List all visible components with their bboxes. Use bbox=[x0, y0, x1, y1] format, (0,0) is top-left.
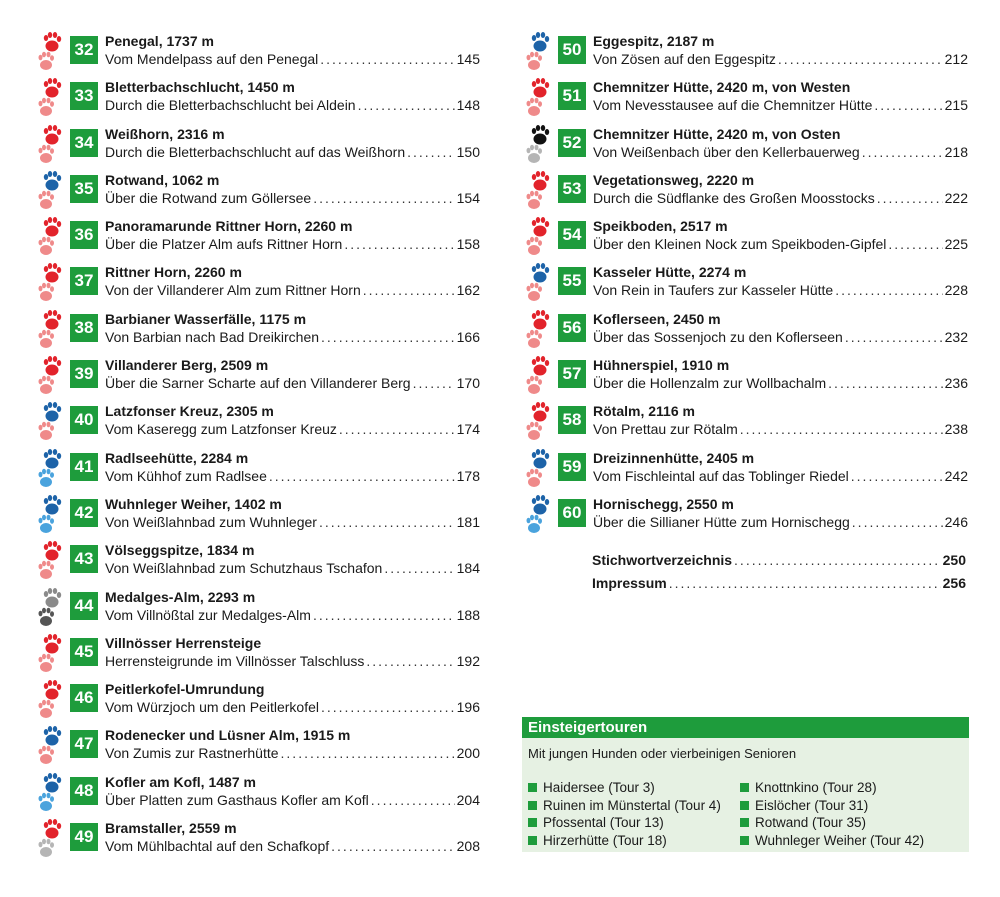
toc-entry[interactable] bbox=[36, 261, 480, 307]
page-number: 184 bbox=[456, 560, 480, 577]
page-number: 200 bbox=[456, 745, 480, 762]
toc-entry[interactable] bbox=[36, 30, 480, 76]
tour-description-line bbox=[105, 236, 480, 253]
tour-number: 47 bbox=[70, 730, 98, 758]
page-number: 236 bbox=[944, 375, 968, 392]
tour-number: 38 bbox=[70, 314, 98, 342]
tour-description: Von Barbian nach Bad Dreikirchen bbox=[105, 328, 320, 345]
toc-entry[interactable] bbox=[524, 76, 968, 122]
tour-description-line bbox=[105, 792, 480, 809]
paw-icon bbox=[524, 495, 552, 535]
paw-icon bbox=[36, 402, 64, 442]
paw-icon bbox=[36, 680, 64, 720]
toc-left-column bbox=[36, 30, 480, 863]
index-page: 250 bbox=[942, 552, 966, 568]
tour-description: Von Rein in Taufers zur Kasseler Hütte bbox=[593, 282, 834, 299]
paw-icon bbox=[36, 125, 64, 165]
tour-title: Peitlerkofel-Umrundung bbox=[105, 681, 265, 698]
tour-number: 49 bbox=[70, 823, 98, 851]
paw-icon bbox=[36, 32, 64, 72]
tour-description: Über die Hollenzalm zur Wollbachalm bbox=[593, 375, 827, 392]
tour-number: 42 bbox=[70, 499, 98, 527]
page-number: 162 bbox=[456, 282, 480, 299]
tour-description-line bbox=[105, 745, 480, 762]
tour-number: 54 bbox=[558, 221, 586, 249]
leader-dots bbox=[321, 329, 455, 346]
paw-icon bbox=[36, 171, 64, 211]
toc-entry[interactable] bbox=[36, 400, 480, 446]
tour-number: 48 bbox=[70, 777, 98, 805]
tour-number: 59 bbox=[558, 453, 586, 481]
tour-number: 56 bbox=[558, 314, 586, 342]
leader-dots bbox=[321, 699, 455, 716]
paw-icon bbox=[524, 402, 552, 442]
tour-description-line bbox=[105, 514, 480, 531]
tour-description-line bbox=[105, 421, 480, 438]
beginner-tour-label: Hirzerhütte (Tour 18) bbox=[543, 832, 667, 848]
beginner-tour-item bbox=[740, 814, 924, 832]
toc-entry[interactable] bbox=[36, 586, 480, 632]
beginner-tours-title: Einsteigertouren bbox=[522, 717, 969, 738]
paw-icon bbox=[36, 356, 64, 396]
tour-description-line bbox=[593, 51, 968, 68]
impressum-page: 256 bbox=[942, 575, 966, 591]
leader-dots bbox=[366, 653, 454, 670]
leader-dots bbox=[319, 514, 455, 531]
tour-number: 50 bbox=[558, 36, 586, 64]
paw-icon bbox=[36, 588, 64, 628]
tour-description: Vom Villnößtal zur Medalges-Alm bbox=[105, 606, 311, 623]
tour-title: Wuhnleger Weiher, 1402 m bbox=[105, 495, 282, 512]
tour-description: Durch die Bletterbachschlucht auf das Weißhorn bbox=[105, 143, 406, 160]
tour-title: Bramstaller, 2559 m bbox=[105, 820, 237, 837]
leader-dots bbox=[371, 792, 455, 809]
beginner-tour-item bbox=[740, 832, 924, 850]
beginner-tour-label: Haidersee (Tour 3) bbox=[543, 780, 655, 795]
tour-number: 53 bbox=[558, 175, 586, 203]
leader-dots bbox=[828, 375, 942, 392]
paw-icon bbox=[36, 217, 64, 257]
tour-title: Weißhorn, 2316 m bbox=[105, 125, 225, 142]
page-number: 192 bbox=[456, 652, 480, 669]
page-number: 242 bbox=[944, 467, 968, 484]
tour-number: 40 bbox=[70, 406, 98, 434]
tour-description-line bbox=[105, 144, 480, 161]
leader-dots bbox=[845, 329, 943, 346]
tour-description-line bbox=[593, 421, 968, 438]
page-number: 208 bbox=[456, 838, 480, 855]
leader-dots bbox=[734, 552, 941, 569]
tour-description: Über die Sarner Scharte auf den Villanderer Berg bbox=[105, 375, 411, 392]
tour-title: Bletterbachschlucht, 1450 m bbox=[105, 79, 295, 96]
tour-number: 46 bbox=[70, 684, 98, 712]
leader-dots bbox=[331, 838, 454, 855]
tour-description: Durch die Südflanke des Großen Moosstocks bbox=[593, 189, 875, 206]
tour-description: Über Platten zum Gasthaus Kofler am Kofl bbox=[105, 791, 369, 808]
tour-description-line bbox=[105, 560, 480, 577]
toc-entry[interactable] bbox=[524, 354, 968, 400]
tour-description-line bbox=[105, 468, 480, 485]
tour-description: Von Prettau zur Rötalm bbox=[593, 421, 738, 438]
beginner-tour-label: Pfossental (Tour 13) bbox=[543, 815, 664, 830]
leader-dots bbox=[851, 468, 943, 485]
leader-dots bbox=[888, 236, 942, 253]
impressum-label: Impressum bbox=[592, 575, 667, 591]
tour-description: Vom Nevesstausee auf die Chemnitzer Hütte bbox=[593, 97, 873, 114]
tour-title: Eggespitz, 2187 m bbox=[593, 33, 715, 49]
page-number: 150 bbox=[456, 143, 480, 160]
tour-title: Latzfonser Kreuz, 2305 m bbox=[105, 403, 274, 420]
leader-dots bbox=[358, 97, 455, 114]
toc-entry[interactable] bbox=[36, 678, 480, 724]
bullet-square-icon bbox=[528, 801, 537, 810]
bullet-square-icon bbox=[528, 836, 537, 845]
paw-icon bbox=[36, 449, 64, 489]
leader-dots bbox=[862, 144, 943, 161]
tour-description-line bbox=[105, 282, 480, 299]
toc-entry[interactable] bbox=[36, 308, 480, 354]
toc-entry[interactable] bbox=[524, 169, 968, 215]
page-number: 188 bbox=[456, 606, 480, 623]
tour-number: 60 bbox=[558, 499, 586, 527]
leader-dots bbox=[384, 560, 454, 577]
leader-dots bbox=[281, 745, 455, 762]
bullet-square-icon bbox=[528, 783, 537, 792]
toc-entry[interactable] bbox=[524, 215, 968, 261]
bullet-square-icon bbox=[740, 783, 749, 792]
tour-number: 41 bbox=[70, 453, 98, 481]
page-number: 225 bbox=[944, 236, 968, 253]
tour-description-line bbox=[105, 190, 480, 207]
leader-dots bbox=[313, 607, 455, 624]
beginner-tours-box bbox=[522, 717, 969, 852]
tour-title: Penegal, 1737 m bbox=[105, 33, 214, 49]
paw-icon bbox=[524, 125, 552, 165]
bullet-square-icon bbox=[740, 836, 749, 845]
paw-icon bbox=[524, 263, 552, 303]
tour-description: Vom Würzjoch um den Peitlerkofel bbox=[105, 699, 319, 716]
tour-description: Von Weißenbach über den Kellerbauerweg bbox=[593, 143, 860, 160]
paw-icon bbox=[36, 634, 64, 674]
impressum-entry[interactable] bbox=[592, 575, 966, 592]
paw-icon bbox=[524, 171, 552, 211]
tour-description-line bbox=[593, 375, 968, 392]
page-number: 215 bbox=[944, 97, 968, 114]
tour-title: Villnösser Herrensteige bbox=[105, 634, 262, 651]
tour-title: Völseggspitze, 1834 m bbox=[105, 542, 255, 559]
page-number: 222 bbox=[944, 189, 968, 206]
tour-number: 32 bbox=[70, 36, 98, 64]
beginner-tour-label: Knottnkino (Tour 28) bbox=[755, 780, 877, 795]
leader-dots bbox=[874, 97, 942, 114]
beginner-tour-label: Wuhnleger Weiher (Tour 42) bbox=[755, 832, 925, 848]
tour-title: Medalges-Alm, 2293 m bbox=[105, 588, 256, 605]
leader-dots bbox=[852, 514, 943, 531]
paw-icon bbox=[36, 495, 64, 535]
tour-description: Über die Rotwand zum Göllersee bbox=[105, 189, 312, 206]
tour-title: Rittner Horn, 2260 m bbox=[105, 264, 242, 281]
tour-description-line bbox=[593, 144, 968, 161]
toc-entry[interactable] bbox=[524, 493, 968, 539]
paw-icon bbox=[524, 78, 552, 118]
tour-number: 51 bbox=[558, 82, 586, 110]
tour-title: Rötalm, 2116 m bbox=[593, 403, 695, 420]
tour-description: Vom Kühhof zum Radlsee bbox=[105, 467, 267, 484]
toc-entry[interactable] bbox=[36, 632, 480, 678]
beginner-tours-subtitle: Mit jungen Hunden oder vierbeinigen Senioren bbox=[528, 746, 797, 761]
tour-description: Über den Kleinen Nock zum Speikboden-Gipfel bbox=[593, 236, 887, 253]
tour-title: Rotwand, 1062 m bbox=[105, 171, 220, 188]
beginner-tour-item bbox=[740, 797, 924, 815]
paw-icon bbox=[36, 263, 64, 303]
paw-icon bbox=[524, 310, 552, 350]
tour-number: 44 bbox=[70, 592, 98, 620]
leader-dots bbox=[344, 236, 454, 253]
tour-description-line bbox=[105, 653, 480, 670]
page-number: 196 bbox=[456, 699, 480, 716]
tour-number: 36 bbox=[70, 221, 98, 249]
tour-number: 55 bbox=[558, 267, 586, 295]
tour-description-line bbox=[105, 51, 480, 68]
tour-title: Speikboden, 2517 m bbox=[593, 218, 728, 235]
beginner-tour-item bbox=[740, 779, 924, 797]
tour-title: Chemnitzer Hütte, 2420 m, von Westen bbox=[593, 79, 851, 96]
toc-entry[interactable] bbox=[524, 447, 968, 493]
beginner-tours-list-2 bbox=[740, 779, 924, 849]
tour-title: Rodenecker und Lüsner Alm, 1915 m bbox=[105, 727, 351, 744]
tour-description-line bbox=[593, 236, 968, 253]
tour-description: Von Zösen auf den Eggespitz bbox=[593, 51, 776, 67]
toc-entry[interactable] bbox=[36, 817, 480, 863]
tour-description: Von Weißlahnbad zum Wuhnleger bbox=[105, 513, 317, 530]
tour-description: Von Weißlahnbad zum Schutzhaus Tschafon bbox=[105, 560, 383, 577]
tour-description-line bbox=[105, 375, 480, 392]
paw-icon bbox=[36, 310, 64, 350]
toc-entry[interactable] bbox=[524, 308, 968, 354]
beginner-tour-item bbox=[528, 797, 721, 815]
tour-number: 43 bbox=[70, 545, 98, 573]
page-number: 218 bbox=[944, 143, 968, 160]
leader-dots bbox=[778, 51, 943, 68]
page-number: 170 bbox=[456, 375, 480, 392]
tour-description-line bbox=[593, 190, 968, 207]
tour-description-line bbox=[593, 329, 968, 346]
paw-icon bbox=[524, 217, 552, 257]
leader-dots bbox=[339, 421, 455, 438]
paw-icon bbox=[524, 356, 552, 396]
toc-entry[interactable] bbox=[36, 169, 480, 215]
tour-description: Vom Mühlbachtal auf den Schafkopf bbox=[105, 838, 330, 855]
tour-description-line bbox=[105, 607, 480, 624]
tour-description-line bbox=[105, 97, 480, 114]
toc-entry[interactable] bbox=[36, 493, 480, 539]
tour-description: Von Zumis zur Rastnerhütte bbox=[105, 745, 279, 762]
toc-entry[interactable] bbox=[36, 771, 480, 817]
tour-number: 35 bbox=[70, 175, 98, 203]
paw-icon bbox=[36, 726, 64, 766]
toc-entry[interactable] bbox=[524, 400, 968, 446]
tour-description: Vom Kaseregg zum Latzfonser Kreuz bbox=[105, 421, 337, 438]
toc-entry[interactable] bbox=[36, 76, 480, 122]
leader-dots bbox=[363, 282, 455, 299]
beginner-tours-list-1 bbox=[528, 779, 721, 849]
tour-description: Über die Sillianer Hütte zum Hornischegg bbox=[593, 513, 850, 530]
leader-dots bbox=[269, 468, 455, 485]
toc-entry[interactable] bbox=[36, 539, 480, 585]
tour-title: Dreizinnenhütte, 2405 m bbox=[593, 449, 755, 466]
tour-title: Chemnitzer Hütte, 2420 m, von Osten bbox=[593, 125, 841, 142]
index-entry[interactable] bbox=[592, 552, 966, 569]
tour-description: Herrensteigrunde im Villnösser Talschluss bbox=[105, 652, 365, 669]
paw-icon bbox=[36, 78, 64, 118]
page-number: 204 bbox=[456, 791, 480, 808]
toc-entry[interactable] bbox=[36, 123, 480, 169]
tour-number: 39 bbox=[70, 360, 98, 388]
tour-number: 57 bbox=[558, 360, 586, 388]
tour-number: 37 bbox=[70, 267, 98, 295]
leader-dots bbox=[413, 375, 455, 392]
tour-number: 58 bbox=[558, 406, 586, 434]
tour-title: Villanderer Berg, 2509 m bbox=[105, 357, 269, 374]
tour-number: 45 bbox=[70, 638, 98, 666]
paw-icon bbox=[524, 449, 552, 489]
page-number: 158 bbox=[456, 236, 480, 253]
tour-description: Vom Mendelpass auf den Penegal bbox=[105, 51, 319, 67]
paw-icon bbox=[524, 32, 552, 72]
tour-description-line bbox=[105, 838, 480, 855]
page-number: 166 bbox=[456, 328, 480, 345]
leader-dots bbox=[740, 421, 943, 438]
paw-icon bbox=[36, 773, 64, 813]
tour-description: Durch die Bletterbachschlucht bei Aldein bbox=[105, 97, 356, 114]
beginner-tour-label: Ruinen im Münstertal (Tour 4) bbox=[543, 797, 721, 813]
tour-description-line bbox=[593, 282, 968, 299]
tour-number: 33 bbox=[70, 82, 98, 110]
beginner-tour-item bbox=[528, 779, 721, 797]
leader-dots bbox=[835, 282, 942, 299]
beginner-tour-item bbox=[528, 814, 721, 832]
leader-dots bbox=[313, 190, 454, 207]
tour-description-line bbox=[105, 699, 480, 716]
paw-icon bbox=[36, 541, 64, 581]
tour-number: 34 bbox=[70, 129, 98, 157]
toc-entry[interactable] bbox=[36, 447, 480, 493]
leader-dots bbox=[877, 190, 943, 207]
page-number: 246 bbox=[944, 513, 968, 530]
index-label: Stichwortverzeichnis bbox=[592, 552, 733, 568]
tour-title: Panoramarunde Rittner Horn, 2260 m bbox=[105, 218, 353, 235]
tour-title: Radlseehütte, 2284 m bbox=[105, 449, 249, 466]
page-number: 154 bbox=[456, 189, 480, 206]
beginner-tour-label: Rotwand (Tour 35) bbox=[755, 815, 867, 830]
bullet-square-icon bbox=[528, 818, 537, 827]
bullet-square-icon bbox=[740, 801, 749, 810]
tour-title: Barbianer Wasserfälle, 1175 m bbox=[105, 310, 307, 327]
leader-dots bbox=[320, 51, 454, 68]
tour-title: Vegetationsweg, 2220 m bbox=[593, 171, 755, 188]
tour-description: Über die Platzer Alm aufs Rittner Horn bbox=[105, 236, 343, 253]
page-number: 148 bbox=[456, 97, 480, 114]
tour-title: Koflerseen, 2450 m bbox=[593, 310, 721, 327]
page-number: 228 bbox=[944, 282, 968, 299]
bullet-square-icon bbox=[740, 818, 749, 827]
page-number: 212 bbox=[944, 51, 968, 67]
page-number: 238 bbox=[944, 421, 968, 438]
tour-title: Hornischegg, 2550 m bbox=[593, 495, 734, 512]
tour-description: Über das Sossenjoch zu den Koflerseen bbox=[593, 328, 843, 345]
toc-entry[interactable] bbox=[36, 724, 480, 770]
toc-entry[interactable] bbox=[524, 123, 968, 169]
page-number: 232 bbox=[944, 328, 968, 345]
leader-dots bbox=[669, 575, 941, 592]
tour-title: Kofler am Kofl, 1487 m bbox=[105, 773, 256, 790]
tour-description: Von der Villanderer Alm zum Rittner Horn bbox=[105, 282, 361, 299]
leader-dots bbox=[407, 144, 455, 161]
tour-description-line bbox=[593, 514, 968, 531]
beginner-tour-item bbox=[528, 832, 721, 850]
toc-entry[interactable] bbox=[524, 30, 968, 76]
page-number: 145 bbox=[456, 51, 480, 67]
tour-title: Kasseler Hütte, 2274 m bbox=[593, 264, 747, 281]
toc-entry[interactable] bbox=[36, 354, 480, 400]
page-number: 178 bbox=[456, 467, 480, 484]
toc-entry[interactable] bbox=[524, 261, 968, 307]
tour-number: 52 bbox=[558, 129, 586, 157]
tour-title: Hühnerspiel, 1910 m bbox=[593, 357, 730, 374]
paw-icon bbox=[36, 819, 64, 859]
tour-description-line bbox=[105, 329, 480, 346]
page-number: 174 bbox=[456, 421, 480, 438]
toc-right-column bbox=[524, 30, 968, 539]
tour-description: Vom Fischleintal auf das Toblinger Riedel bbox=[593, 467, 849, 484]
beginner-tour-label: Eislöcher (Tour 31) bbox=[755, 797, 869, 813]
tour-description-line bbox=[593, 468, 968, 485]
page-number: 181 bbox=[456, 513, 480, 530]
toc-entry[interactable] bbox=[36, 215, 480, 261]
tour-description-line bbox=[593, 97, 968, 114]
